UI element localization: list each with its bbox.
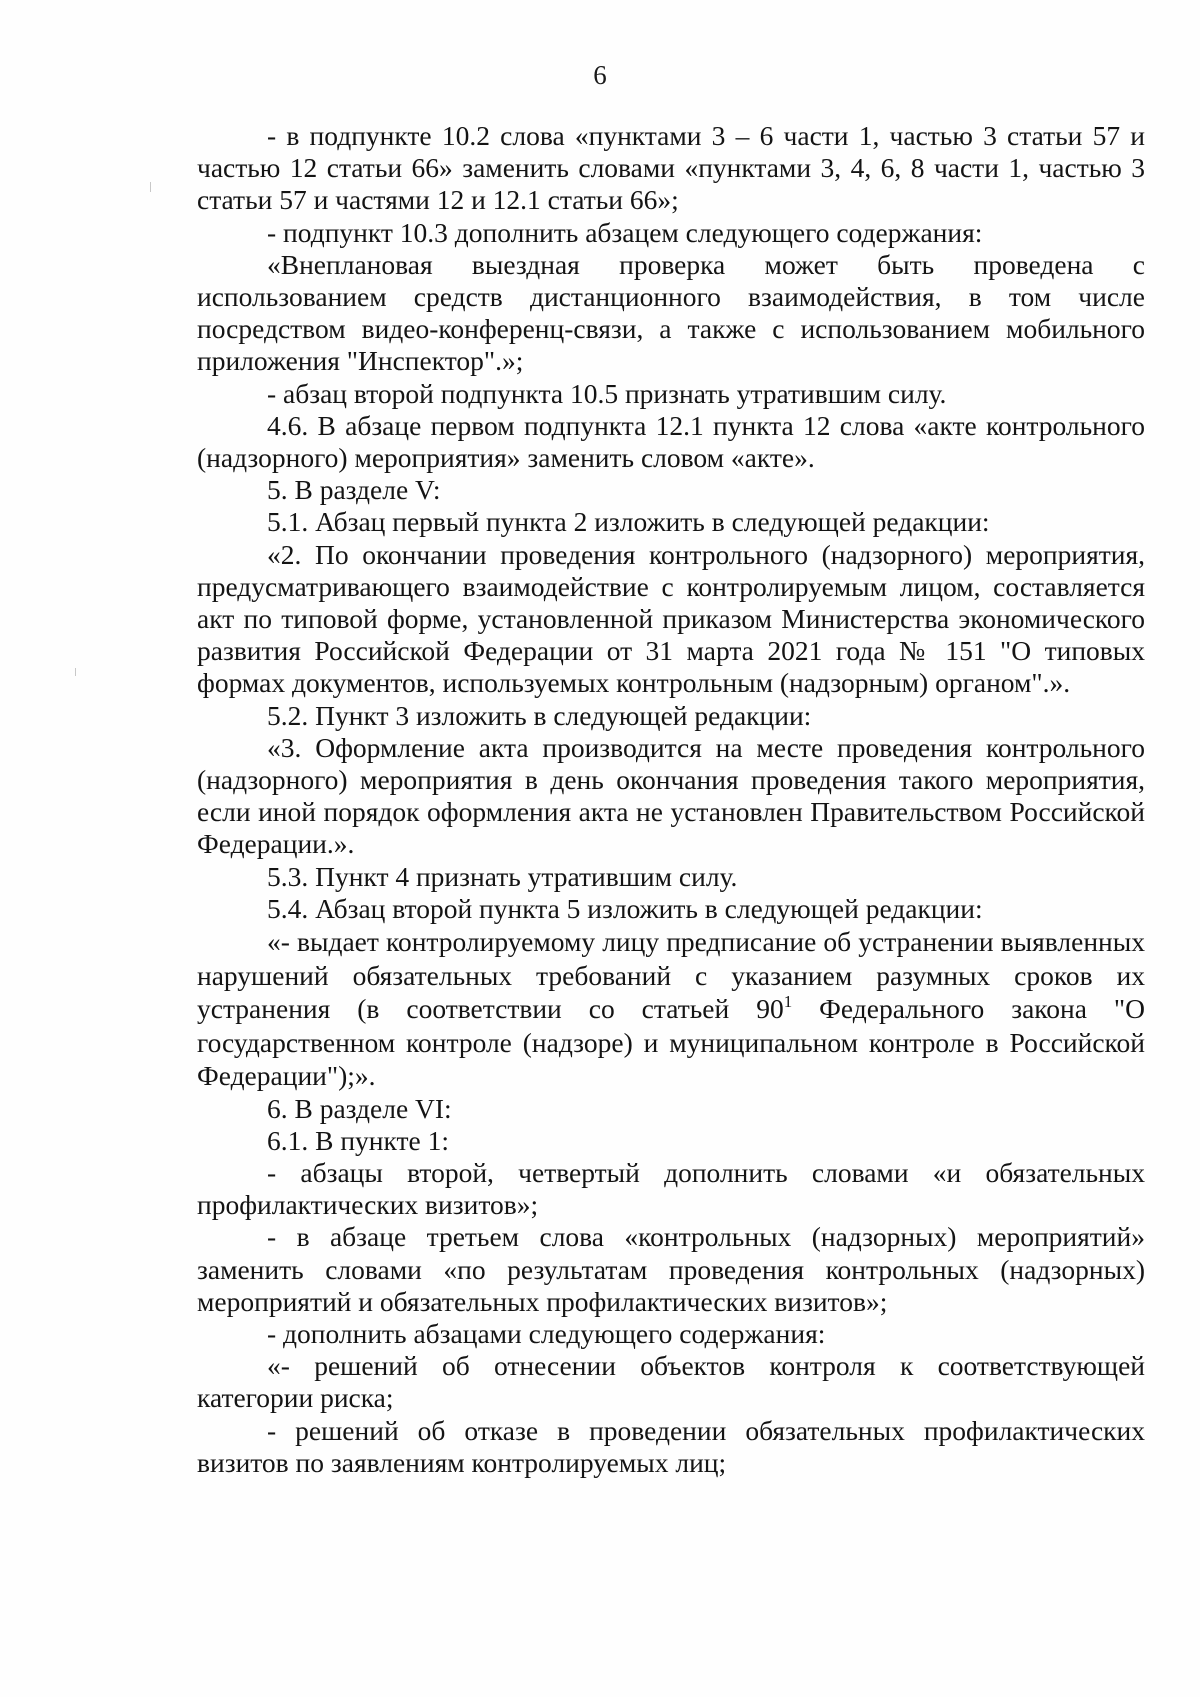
paragraph: 5.3. Пункт 4 признать утратившим силу.: [267, 860, 738, 892]
paragraph: 5.1. Абзац первый пункта 2 изложить в следующей редакции:: [267, 506, 990, 538]
page-number: 6: [593, 60, 607, 90]
paragraph: 5.2. Пункт 3 изложить в следующей редакции:: [267, 699, 812, 731]
scan-artifact-line: [150, 182, 151, 192]
paragraph: «Внеплановая выездная проверка может быть проведена с использованием средств дистанционного взаимодействия, в том числе посредством видео-конференц-связи, а также с использованием мобильного приложения "Инспектор".»;: [197, 248, 1145, 377]
paragraph: «3. Оформление акта производится на месте проведения контрольного (надзорного) мероприятия в день окончания проведения такого мероприятия, если иной порядок оформления акта не установлен Правительством Российской Федерации.».: [197, 731, 1145, 860]
superscript: 1: [783, 991, 793, 1011]
document-body: [197, 120, 1145, 1479]
paragraph: - в абзаце третьем слова «контрольных (надзорных) мероприятий» заменить словами «по результатам проведения контрольных (надзорных) мероприятий и обязательных профилактических визитов»;: [197, 1221, 1145, 1317]
paragraph: - решений об отказе в проведении обязательных профилактических визитов по заявлениям контролируемых лиц;: [197, 1414, 1145, 1478]
paragraph: - в подпункте 10.2 слова «пунктами 3 – 6 части 1, частью 3 статьи 57 и частью 12 статьи 66» заменить словами «пунктами 3, 4, 6, 8 части 1, частью 3 статьи 57 и частями 12 и 12.1 статьи 66»;: [197, 120, 1145, 216]
paragraph: 5. В разделе V:: [267, 474, 441, 506]
paragraph-text: «- выдает контролируемому лицу предписание об устранении выявленных нарушений обязательных требований с указанием разумных сроков их устранения (в соответствии со статьей 90: [197, 926, 1145, 1025]
paragraph: - абзацы второй, четвертый дополнить словами «и обязательных профилактических визитов»;: [197, 1156, 1145, 1221]
paragraph-text: Федерального закона "О государственном контроле (надзоре) и муниципальном контроле в Российской Федерации");».: [197, 993, 1145, 1092]
paragraph: «- решений об отнесении объектов контроля к соответствующей категории риска;: [197, 1350, 1145, 1414]
paragraph: - дополнить абзацами следующего содержания:: [267, 1318, 826, 1349]
paragraph: 4.6. В абзаце первом подпункта 12.1 пункта 12 слова «акте контрольного (надзорного) мероприятия» заменить словом «акте».: [197, 409, 1145, 474]
scan-artifact-line: [75, 668, 76, 676]
paragraph: «2. По окончании проведения контрольного (надзорного) мероприятия, предусматривающего взаимодействие с контролируемым лицом, составляется акт по типовой форме, установленной приказом Министерства экономического развития Российской Федерации от 31 марта 2021 года № 151 "О типовых формах документов, используемых контрольным (надзорным) органом".».: [197, 538, 1145, 699]
paragraph: - абзац второй подпункта 10.5 признать утратившим силу.: [267, 377, 947, 409]
paragraph-with-superscript: [197, 925, 1145, 1093]
paragraph: 6. В разделе VI:: [267, 1092, 452, 1124]
paragraph: 5.4. Абзац второй пункта 5 изложить в следующей редакции:: [267, 892, 983, 924]
paragraph: 6.1. В пункте 1:: [267, 1124, 450, 1156]
paragraph: - подпункт 10.3 дополнить абзацем следующего содержания:: [267, 216, 983, 248]
